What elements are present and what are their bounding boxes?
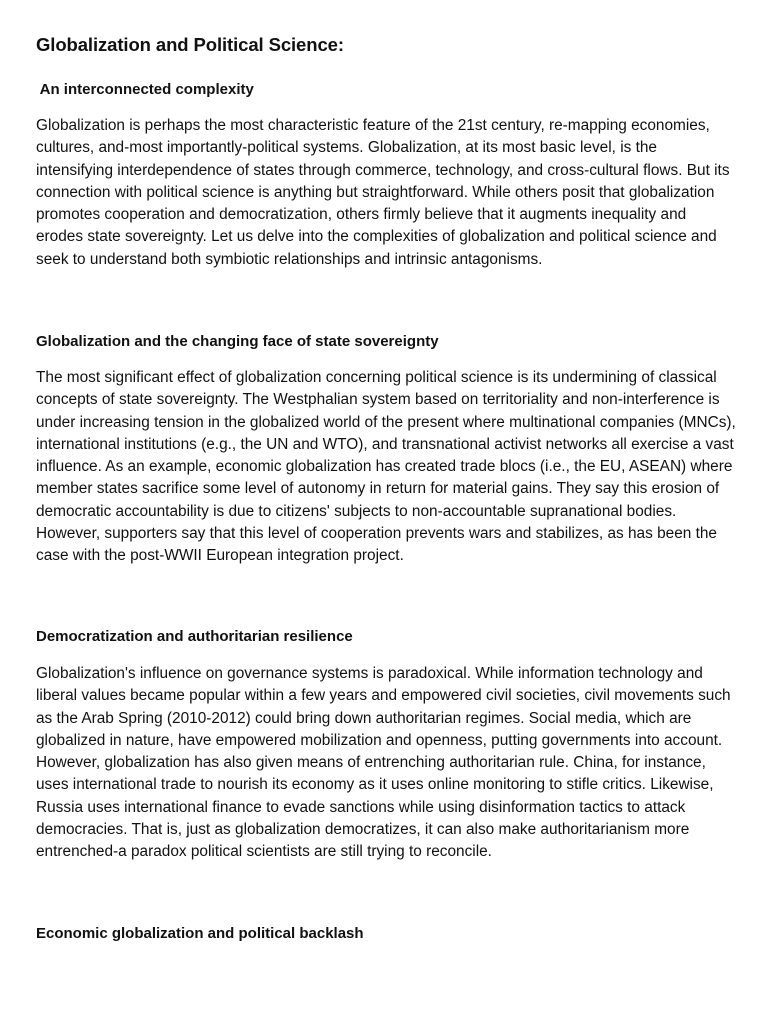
document-subtitle: An interconnected complexity bbox=[36, 81, 254, 98]
intro-paragraph: Globalization is perhaps the most characteristic feature of the 21st century, re-mapping economies, cultures, and-most importantly-political systems. Globalization, at its most basic level, is the intensifying interdependence of states through commerce, technology, and cross-cultural flows. But its connection with political science is anything but straightforward. While others posit that globalization promotes cooperation and democratization, others firmly believe that it augments inequality and erodes state sovereignty. Let us delve into the complexities of globalization and political science and seek to understand both symbiotic relationships and intrinsic antagonisms. bbox=[36, 117, 730, 268]
section-body-sovereignty: The most significant effect of globalization concerning political science is its undermining of classical concepts of state sovereignty. The Westphalian system based on territoriality and non-interference is under increasing tension in the globalized world of the present where multinational companies (MNCs), international institutions (e.g., the UN and WTO), and transnational activist networks all exercise a vast influence. As an example, economic globalization has created trade blocs (i.e., the EU, ASEAN) where member states sacrifice some level of autonomy in return for material gains. They say this erosion of democratic accountability is due to citizens' subjects to non-accountable supranational bodies. However, supporters say that this level of cooperation prevents wars and stabilizes, as has been the case with the post-WWII European integration project. bbox=[36, 369, 736, 565]
section-heading-democratization: Democratization and authoritarian resilience bbox=[36, 628, 353, 645]
section-body-democratization: Globalization's influence on governance systems is paradoxical. While information technology and liberal values became popular within a few years and empowered civil societies, civil movements such as the Arab Spring (2010-2012) could bring down authoritarian regimes. Social media, which are globalized in nature, have empowered mobilization and openness, putting governments into account. However, globalization has also given means of entrenching authoritarian rule. China, for instance, uses international trade to nourish its economy as it uses online monitoring to stifle critics. Likewise, Russia uses international finance to evade sanctions while using disinformation tactics to attack democracies. That is, just as globalization democratizes, it can also make authoritarianism more entrenched-a paradox political scientists are still trying to reconcile. bbox=[36, 665, 731, 861]
document-title: Globalization and Political Science: bbox=[36, 34, 344, 55]
section-heading-economic-backlash: Economic globalization and political backlash bbox=[36, 925, 364, 942]
section-heading-sovereignty: Globalization and the changing face of state sovereignty bbox=[36, 333, 439, 350]
